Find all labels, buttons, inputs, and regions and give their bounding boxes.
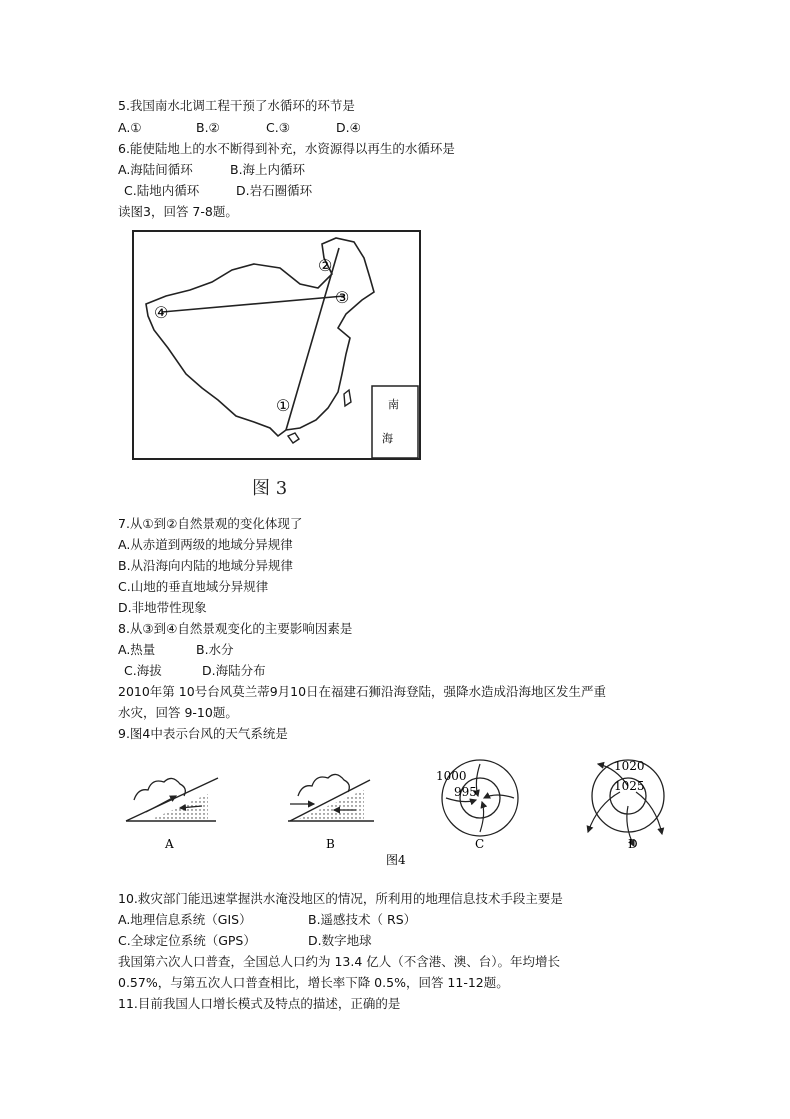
q10-option-b: B.遥感技术（ RS） (308, 912, 417, 927)
inset-text-2: 海 (382, 432, 393, 445)
south-sea-inset (372, 386, 418, 458)
figure4-diagrams (118, 756, 690, 874)
intro-11-12-line2: 0.57%，与第五次人口普查相比，增长率下降 0.5%，回答 11-12题。 (118, 975, 509, 990)
q7-option-d: D.非地带性现象 (118, 600, 207, 615)
q5-option-d: D.④ (336, 120, 361, 135)
c-isobar-outer: 1000 (436, 769, 467, 783)
q7-option-b: B.从沿海向内陆的地域分异规律 (118, 558, 294, 573)
intro-11-12-line1: 我国第六次人口普查，全国总人口约为 13.4 亿人（不含港、澳、台）。年均增长 (118, 954, 561, 969)
figure3-caption: 图 3 (252, 478, 288, 499)
q8-option-b: B.水分 (196, 642, 234, 657)
d-isobar-outer: 1020 (614, 759, 645, 773)
q9-stem: 9.图4中表示台风的天气系统是 (118, 726, 288, 741)
q5-stem: 5.我国南水北调工程干预了水循环的环节是 (118, 98, 355, 113)
q6-option-a: A.海陆间循环 (118, 162, 193, 177)
q7-stem: 7.从①到②自然景观的变化体现了 (118, 516, 303, 531)
q8-option-c: C.海拔 (124, 663, 162, 678)
q8-option-a: A.热量 (118, 642, 156, 657)
d-isobar-inner: 1025 (614, 779, 645, 793)
q6-stem: 6.能使陆地上的水不断得到补充，水资源得以再生的水循环是 (118, 141, 455, 156)
q10-option-d: D.数字地球 (308, 933, 372, 948)
marker-4: ④ (154, 303, 169, 322)
inset-text-1: 南 (388, 398, 399, 411)
figure4-label-d: D (628, 837, 638, 851)
q6-option-b: B.海上内循环 (230, 162, 306, 177)
figure4-label-a: A (165, 837, 174, 851)
figure4-label-c: C (475, 837, 485, 851)
q6-option-d: D.岩石圈循环 (236, 183, 313, 198)
q11-stem: 11.目前我国人口增长模式及特点的描述，正确的是 (118, 996, 401, 1011)
q5-option-c: C.③ (266, 120, 290, 135)
diagram-a-front (126, 778, 218, 821)
intro-9-10-line2: 水灾，回答 9-10题。 (118, 705, 238, 720)
q8-stem: 8.从③到④自然景观变化的主要影响因素是 (118, 621, 353, 636)
q10-option-c: C.全球定位系统（GPS） (118, 933, 256, 948)
q5-option-a: A.① (118, 120, 142, 135)
intro-7-8: 读图3，回答 7-8题。 (118, 204, 238, 219)
q5-option-b: B.② (196, 120, 220, 135)
q6-option-c: C.陆地内循环 (124, 183, 200, 198)
figure4-label-b: B (326, 837, 335, 851)
q10-stem: 10.救灾部门能迅速掌握洪水淹没地区的情况，所利用的地理信息技术手段主要是 (118, 891, 563, 906)
q10-option-a: A.地理信息系统（GIS） (118, 912, 252, 927)
q7-option-c: C.山地的垂直地域分异规律 (118, 579, 269, 594)
marker-1: ① (276, 396, 291, 415)
q7-option-a: A.从赤道到两级的地域分异规律 (118, 537, 293, 552)
figure4-caption: 图4 (386, 853, 406, 867)
intro-9-10-line1: 2010年第 10号台风莫兰蒂9月10日在福建石狮沿海登陆，强降水造成沿海地区发生严重 (118, 684, 607, 699)
c-isobar-inner: 995 (454, 785, 477, 799)
marker-3: ③ (335, 288, 350, 307)
marker-2: ② (318, 256, 333, 275)
figure3-map (132, 230, 422, 462)
diagram-b-front (288, 774, 374, 821)
q8-option-d: D.海陆分布 (202, 663, 266, 678)
